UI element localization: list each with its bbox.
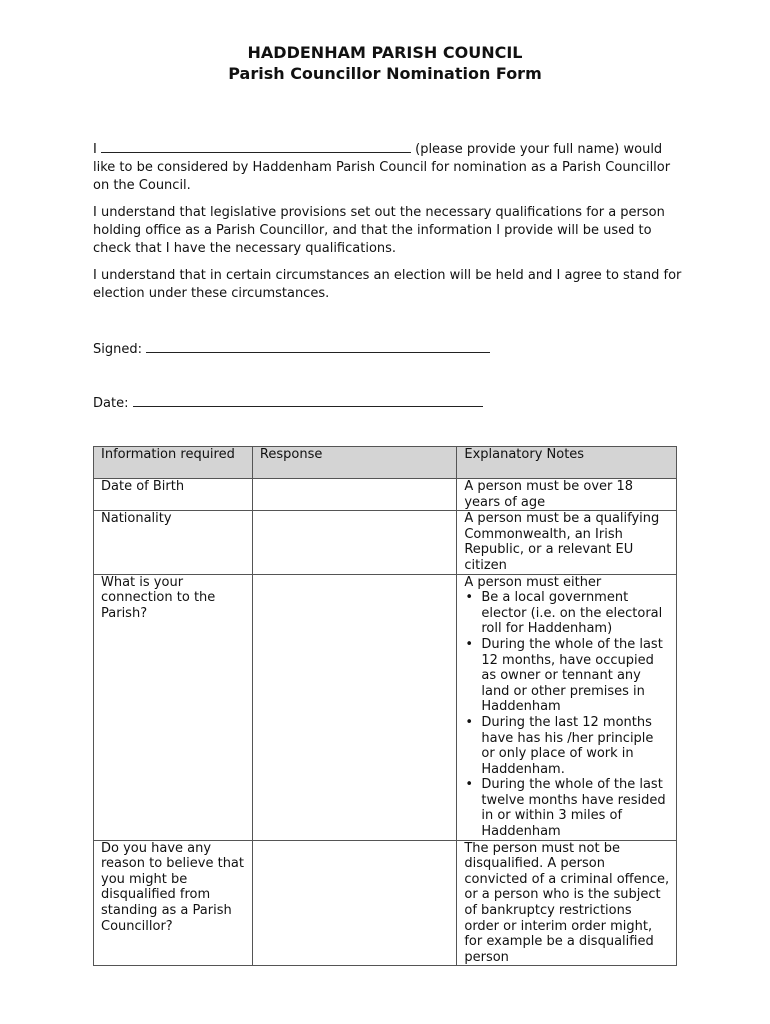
name-prefix: I bbox=[93, 142, 97, 157]
notes-intro: A person must either bbox=[464, 574, 602, 590]
header-explanatory-notes: Explanatory Notes bbox=[457, 447, 677, 479]
nomination-table bbox=[93, 446, 677, 966]
table-row-date-of-birth bbox=[94, 479, 677, 511]
list-item: • During the whole of the last twelve months have resided in or within 3 miles of Haddenham bbox=[464, 777, 670, 839]
response-cell-disqualification[interactable] bbox=[252, 840, 456, 966]
table-row-disqualification bbox=[94, 840, 677, 966]
info-cell: Nationality bbox=[94, 511, 253, 574]
full-name-field[interactable] bbox=[101, 140, 411, 153]
date-line bbox=[93, 394, 483, 413]
intro-paragraph-1 bbox=[93, 140, 683, 195]
name-hint: (please provide your full name) bbox=[415, 142, 620, 157]
notes-cell: The person must not be disqualified. A person convicted of a criminal offence, or a person who is the subject of bankruptcy restrictions order or interim order might, for example be a disqualified person bbox=[457, 840, 677, 966]
notes-cell: A person must be over 18 years of age bbox=[457, 479, 677, 511]
response-cell-nationality[interactable] bbox=[252, 511, 456, 574]
form-subtitle: Parish Councillor Nomination Form bbox=[228, 64, 542, 83]
header-response: Response bbox=[252, 447, 456, 479]
header-information-required: Information required bbox=[94, 447, 253, 479]
intro-paragraph-3: I understand that in certain circumstances an election will be held and I agree to stand for election under these circumstances. bbox=[93, 268, 682, 301]
info-cell: What is your connection to the Parish? bbox=[94, 574, 253, 840]
list-item: • During the whole of the last 12 months, have occupied as owner or tennant any land or other premises in Haddenham bbox=[464, 637, 670, 715]
table-row-nationality bbox=[94, 511, 677, 574]
form-title: HADDENHAM PARISH COUNCIL bbox=[247, 43, 523, 62]
date-field[interactable] bbox=[133, 394, 483, 407]
list-item: • Be a local government elector (i.e. on the electoral roll for Haddenham) bbox=[464, 590, 670, 637]
date-label: Date: bbox=[93, 396, 129, 411]
signed-label: Signed: bbox=[93, 342, 142, 357]
notes-cell: A person must be a qualifying Commonwealth, an Irish Republic, or a relevant EU citizen bbox=[457, 511, 677, 574]
intro-paragraph-2: I understand that legislative provisions set out the necessary qualifications for a person holding office as a Parish Councillor, and that the information I provide will be used to check that I have the necessary qualifications. bbox=[93, 205, 665, 256]
response-cell-date-of-birth[interactable] bbox=[252, 479, 456, 511]
table-row-connection bbox=[94, 574, 677, 840]
intro-section bbox=[93, 140, 683, 312]
signed-line bbox=[93, 340, 490, 359]
info-cell: Date of Birth bbox=[94, 479, 253, 511]
notes-cell bbox=[457, 574, 677, 840]
notes-bullet-list bbox=[464, 590, 670, 840]
response-cell-connection[interactable] bbox=[252, 574, 456, 840]
list-item: • During the last 12 months have has his /her principle or only place of work in Haddenham. bbox=[464, 715, 670, 777]
intro-paragraph-1-rest: would like to be considered by Haddenham Parish Council for nomination as a Parish Councillor on the Council. bbox=[93, 142, 671, 193]
table-header-row bbox=[94, 447, 677, 479]
info-cell: Do you have any reason to believe that you might be disqualified from standing as a Parish Councillor? bbox=[94, 840, 253, 966]
signature-field[interactable] bbox=[146, 340, 490, 353]
